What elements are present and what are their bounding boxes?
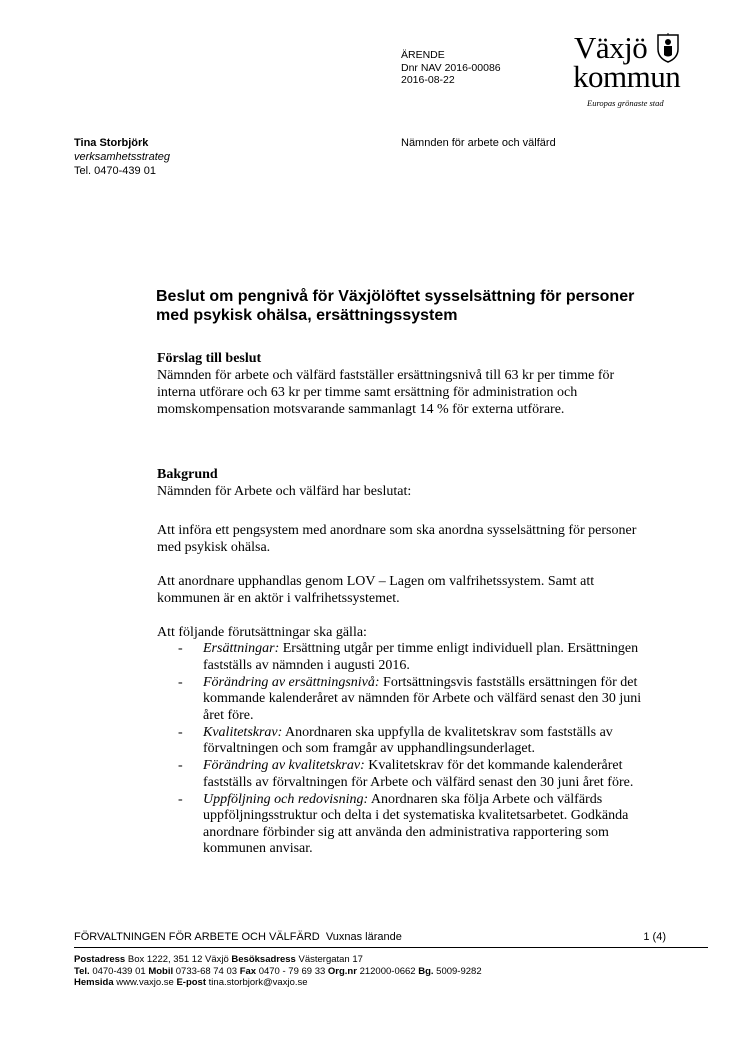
tel-value: 0470-439 01 [92,965,146,977]
background-para1-text: Att införa ett pengsystem med anordnare som ska anordna sysselsättning för personer med psykisk ohälsa. [157,523,637,555]
postal-label: Postadress [74,954,126,965]
fax-label: Fax [239,965,257,977]
background-section [157,466,647,500]
condition-term: Förändring av kvalitetskrav: [203,758,365,773]
footer-divider [74,947,708,948]
vaxjo-kommun-logo [572,32,700,112]
footer-line-web [74,977,482,989]
condition-text: Anordnaren ska uppfylla de kvalitetskrav som fastställs av förvaltningen och som framgår av upphandlingsunderlaget. [203,724,613,756]
sender-role: verksamhetsstrateg [74,151,170,163]
background-para2-text: Att anordnare upphandlas genom LOV – Lagen om valfrihetssystem. Samt att kommunen är en aktör i valfrihetssystemet. [157,574,595,606]
mobile-label: Mobil [148,965,174,977]
background-intro: Nämnden för Arbete och välfärd har beslutat: [157,484,412,499]
condition-text: Ersättning utgår per timme enligt individuell plan. Ersättningen fastställs av nämnden i augusti 2016. [203,641,639,673]
case-meta [401,49,501,87]
proposal-heading: Förslag till beslut [157,351,262,366]
case-number: Dnr NAV 2016-00086 [401,61,501,74]
logo-line1: Växjö [574,30,648,65]
list-item: - Förändring av kvalitetskrav: Kvalitetskrav för det kommande kalenderåret fastställs av förvaltningen för Arbete och välfärd senast den 30 juni året före. [178,758,634,790]
web-label: Hemsida [74,977,114,988]
background-para3-text: Att följande förutsättningar ska gälla: [157,625,367,640]
footer-bar [74,930,708,944]
tel-label: Tel. [74,965,90,977]
list-item: - Kvalitetskrav: Anordnaren ska uppfylla de kvalitetskrav som fastställs av förvaltningen och som framgår av upphandlingsunderlaget. [178,724,613,756]
sender-name: Tina Storbjörk [74,137,149,149]
logo-line2: kommun [573,59,681,94]
sender-phone: Tel. 0470-439 01 [74,165,156,177]
website-link[interactable]: www.vaxjo.se [116,977,174,988]
postal-value: Box 1222, 351 12 Växjö [127,954,229,965]
list-item: - Förändring av ersättningsnivå: Fortsättningsvis fastställs ersättningen för det kommande kalenderåret av nämnden för Arbete och välfärd senast den 30 juni året före. [178,674,642,723]
bg-label: Bg. [418,965,434,977]
visit-value: Västergatan 17 [298,954,363,965]
sender-block [74,136,170,178]
email-link[interactable]: tina.storbjork@vaxjo.se [208,977,308,988]
condition-text: Kvalitetskrav för det kommande kalenderåret fastställs av förvaltningen för Arbete och välfärd senast den 30 juni året före. [203,758,634,790]
condition-term: Förändring av ersättningsnivå: [203,674,380,690]
footer-unit: Vuxnas lärande [325,931,402,943]
email-label: E-post [176,977,207,988]
mobile-value: 0733-68 74 03 [175,965,238,977]
condition-text: Anordnaren ska följa Arbete och välfärds uppföljningsstruktur och delta i det systematiska kvalitetsarbetet. Godkända anordnare förbinder sig att använda den administrativa rapportering som kommunen anvisar. [203,791,629,856]
condition-term: Uppföljning och redovisning: [203,791,369,807]
condition-text: Fortsättningsvis fastställs ersättningen för det kommande kalenderåret av nämnden för Arbete och välfärd senast den 30 juni året före. [203,674,642,723]
org-label: Org.nr [327,965,357,977]
footer-line-phone [74,966,482,978]
condition-term: Kvalitetskrav: [203,724,283,740]
document-title: Beslut om pengnivå för Växjölöftet sysselsättning för personer med psykisk ohälsa, ersättningssystem [156,288,635,324]
org-value: 212000-0662 [359,965,416,977]
logo-tagline: Europas grönaste stad [587,98,664,108]
condition-term: Ersättningar: [203,641,280,656]
proposal-text: Nämnden för arbete och välfärd fastställer ersättningsnivå till 63 kr per timme för interna utförare och 63 kr per timme samt ersättning för administration och momskompensation motsvarande sammanlagt 14 % för externa utförare. [157,368,615,417]
background-para3 [157,624,647,641]
page-number: 1 (4) [643,931,666,943]
background-para1 [157,522,647,556]
footer-line-address [74,954,482,966]
recipient: Nämnden för arbete och välfärd [401,137,556,149]
background-heading: Bakgrund [157,467,218,482]
footer-department: FÖRVALTNINGEN FÖR ARBETE OCH VÄLFÄRD [74,931,320,943]
case-date: 2016-08-22 [401,74,455,86]
list-item: - Ersättningar: Ersättning utgår per timme enligt individuell plan. Ersättningen fastställs av nämnden i augusti 2016. [178,641,639,673]
footer-contact [74,954,482,989]
case-label: ÄRENDE [401,49,445,61]
bg-value: 5009-9282 [436,965,482,977]
background-para2 [157,573,647,607]
proposal-section [157,350,647,418]
visit-label: Besöksadress [231,954,296,965]
list-item: - Uppföljning och redovisning: Anordnaren ska följa Arbete och välfärds uppföljningsstruktur och delta i det systematiska kvalitetsarbetet. Godkända anordnare förbinder sig att använda den administrativa rapportering som kommunen anvisar. [178,791,629,856]
fax-value: 0470 - 79 69 33 [258,965,326,977]
conditions-list [178,641,648,858]
